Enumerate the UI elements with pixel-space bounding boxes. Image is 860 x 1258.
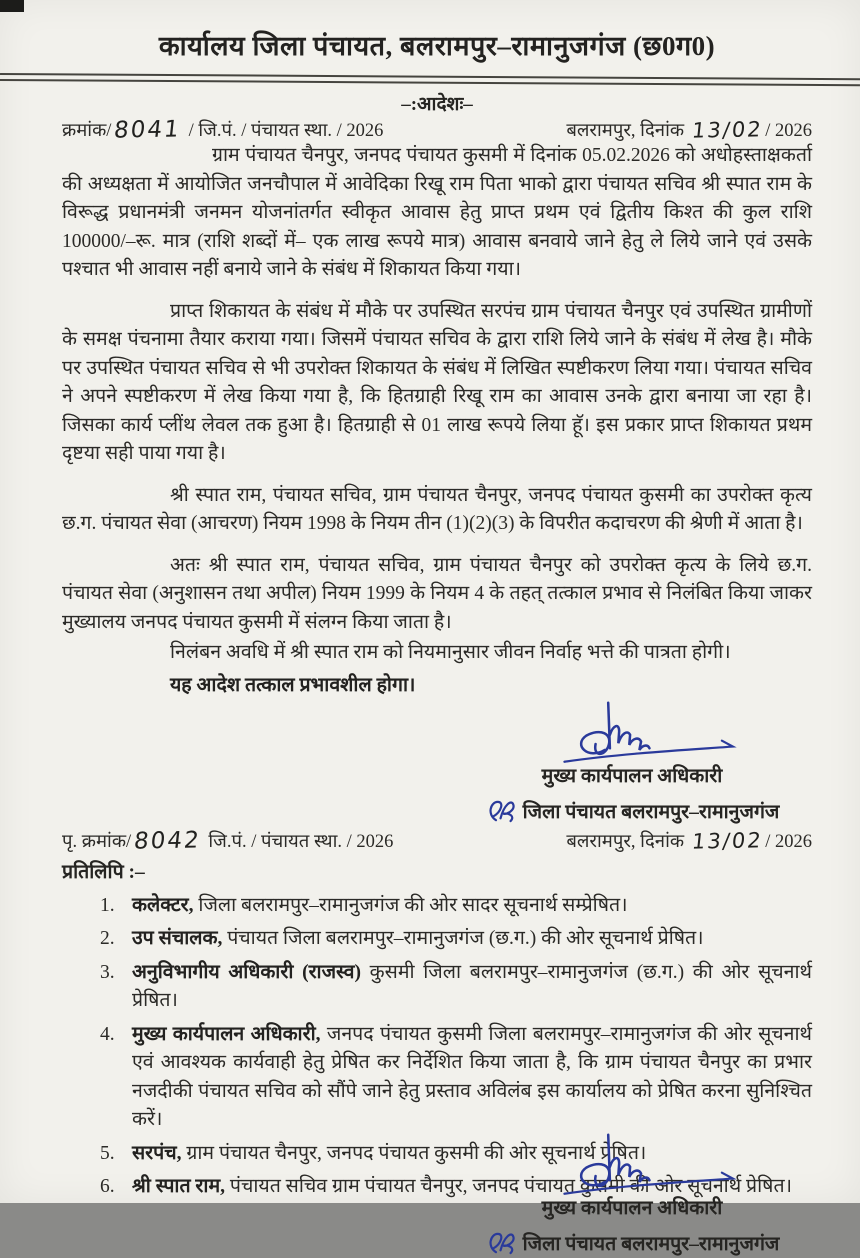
place-and-date xyxy=(566,117,812,142)
recipient-detail: जनपद पंचायत कुसमी जिला बलरामपुर–रामानुजगंज की ओर सूचनार्थ एवं आवश्यक कार्यवाही हेतु प्रेषित कर निर्देशित किया जाता है, कि ग्राम पंचायत चैनपुर का प्रभार नजदीकी पंचायत सचिव को सौंपे जाने हेतु प्रस्ताव अविलंब इस कार्यालय को प्रेषित करना सुनिश्चित करें। xyxy=(132,1023,812,1130)
handwritten-endorsement-date: 13/02 xyxy=(690,827,764,854)
item-number: 4. xyxy=(100,1023,115,1045)
recipient-title: श्री स्पात राम, xyxy=(132,1176,225,1197)
reference-number-prefix: क्रमांक/ xyxy=(62,121,112,141)
recipient-title: अनुविभागीय अधिकारी (राजस्व) xyxy=(132,961,361,983)
recipient-title: सरपंच, xyxy=(132,1142,182,1164)
item-number: 3. xyxy=(100,961,115,983)
reference-number xyxy=(62,117,383,142)
handwritten-date: 13/02 xyxy=(690,117,764,143)
endorsement-row xyxy=(62,828,812,853)
initial-mark-icon xyxy=(485,1229,527,1257)
paragraph-suspension: अतः श्री स्पात राम, पंचायत सचिव, ग्राम पंचायत चैनपुर को उपरोक्त कृत्य के लिये छ.ग. पंचायत सेवा (अनुशासन तथा अपील) नियम 1999 के नियम 4 के तहत् तत्काल प्रभाव से निलंबित किया जाकर मुख्यालय जनपद पंचायत कुसमी में संलग्न किया जाता है। xyxy=(62,554,812,633)
date-year: / 2026 xyxy=(765,121,812,141)
paragraph-misconduct: श्री स्पात राम, पंचायत सचिव, ग्राम पंचायत चैनपुर, जनपद पंचायत कुसमी का उपरोक्त कृत्य छ.ग. पंचायत सेवा (आचरण) नियम 1998 के नियम तीन (1)(2)(3) के विपरीत कदाचरण की श्रेणी में आता है। xyxy=(62,484,812,534)
order-body xyxy=(62,142,812,668)
handwritten-endorsement-number: 8042 xyxy=(132,826,203,855)
initial-mark-icon xyxy=(485,797,527,825)
endorsement-date-year: / 2026 xyxy=(765,831,812,852)
effective-immediately-line: यह आदेश तत्काल प्रभावशील होगा। xyxy=(170,674,416,696)
place-date-prefix: बलरामपुर, दिनांक xyxy=(566,121,689,141)
endorsement-place-date-prefix: बलरामपुर, दिनांक xyxy=(566,831,689,852)
copy-item-ceo-janpad xyxy=(62,1021,812,1135)
recipient-title: मुख्य कार्यपालन अधिकारी, xyxy=(132,1023,321,1045)
signature-icon xyxy=(542,691,762,771)
signatory-office-label: जिला पंचायत बलरामपुर–रामानुजगंज xyxy=(522,1233,780,1255)
office-title: कार्यालय जिला पंचायत, बलरामपुर–रामानुजगंज (छ0ग0) xyxy=(158,31,716,61)
header-divider xyxy=(0,73,860,86)
recipient-detail: पंचायत सचिव ग्राम पंचायत चैनपुर, जनपद पंचायत कुसमी की ओर सूचनार्थ प्रेषित। xyxy=(225,1176,792,1197)
copy-item-sdo-revenue xyxy=(62,959,812,1016)
paragraph-allowance: निलंबन अवधि में श्री स्पात राम को नियमानुसार जीवन निर्वाह भत्ते की पात्रता होगी। xyxy=(170,642,731,663)
handwritten-ref-number: 8041 xyxy=(113,116,183,144)
signatory-designation: मुख्य कार्यपालन अधिकारी xyxy=(541,765,723,787)
paragraph-complaint: ग्राम पंचायत चैनपुर, जनपद पंचायत कुसमी में दिनांक 05.02.2026 को अधोहस्ताक्षकर्ता की अध्यक्षता में आयोजित जनचौपाल में आवेदिका रिखू राम पिता भाको द्वारा पंचायत सचिव श्री स्पात राम के विरूद्ध प्रधानमंत्री जनमन योजनांतर्गत स्वीकृत आवास हेतु प्राप्त प्रथम एवं द्वितीय किश्त की कुल राशि 100000/–रू. मात्र (राशि शब्दों में– एक लाख रूपये मात्र) आवास बनवाये जाने हेतु ले लिये जाने एवं उसके पश्चात भी आवास नहीं बनाये जाने के संबंध में शिकायत किया गया। xyxy=(62,145,812,280)
recipient-title: कलेक्टर, xyxy=(132,894,194,916)
reference-row xyxy=(62,117,812,142)
order-heading: –:आदेशः– xyxy=(401,94,473,115)
copy-item-collector xyxy=(62,892,812,921)
recipient-detail: कुसमी जिला बलरामपुर–रामानुजगंज (छ.ग.) की ओर सूचनार्थ प्रेषित। xyxy=(132,961,812,1011)
scan-corner-artifact xyxy=(0,0,24,12)
signature-icon xyxy=(542,1123,762,1203)
endorsement-place-date xyxy=(566,828,812,853)
item-number: 2. xyxy=(100,928,115,949)
signatory-office-label: जिला पंचायत बलरामपुर–रामानुजगंज xyxy=(522,801,780,823)
item-number: 1. xyxy=(100,894,115,916)
copy-to-heading: प्रतिलिपि :– xyxy=(62,861,145,883)
reference-number-suffix: / जि.पं. / पंचायत स्था. / 2026 xyxy=(183,121,384,141)
item-number: 5. xyxy=(100,1142,115,1164)
recipient-detail: ग्राम पंचायत चैनपुर, जनपद पंचायत कुसमी की ओर सूचनार्थ प्रेषित। xyxy=(181,1142,647,1164)
signatory-designation: मुख्य कार्यपालन अधिकारी xyxy=(541,1197,723,1219)
signature-block-1 xyxy=(62,691,812,826)
copy-item-deputy-director xyxy=(62,925,812,954)
recipient-title: उप संचालक, xyxy=(132,928,223,949)
endorsement-number xyxy=(62,828,393,853)
signatory-office xyxy=(452,1222,812,1258)
paragraph-inquiry: प्राप्त शिकायत के संबंध में मौके पर उपस्थित सरपंच ग्राम पंचायत चैनपुर एवं उपस्थित ग्रामीणों के समक्ष पंचनामा तैयार कराया गया। जिसमें पंचायत सचिव के द्वारा राशि लिये जाने के संबंध में लेख है। मौके पर उपस्थित पंचायत सचिव से भी उपरोक्त शिकायत के संबंध में लिखित स्पष्टीकरण लिया गया। पंचायत सचिव ने अपने स्पष्टीकरण में लेख किया गया है, कि हितग्राही रिखू राम का आवास उनके द्वारा बनाया जा रहा है। जिसका कार्य प्लींथ लेवल तक हुआ है। हितग्राही से 01 लाख रूपये लिया हूॅ। इस प्रकार प्राप्त शिकायत प्रथम दृष्टया सही पाया गया है। xyxy=(62,300,812,464)
recipient-detail: जिला बलरामपुर–रामानुजगंज की ओर सादर सूचनार्थ सम्प्रेषित। xyxy=(193,894,628,916)
recipient-detail: पंचायत जिला बलरामपुर–रामानुजगंज (छ.ग.) की ओर सूचनार्थ प्रेषित। xyxy=(222,928,704,949)
endorsement-prefix: पृ. क्रमांक/ xyxy=(62,831,132,852)
signature-block-2 xyxy=(62,1123,812,1258)
signatory-office xyxy=(452,790,812,826)
endorsement-suffix: जि.पं. / पंचायत स्था. / 2026 xyxy=(203,831,394,852)
item-number: 6. xyxy=(100,1176,115,1197)
